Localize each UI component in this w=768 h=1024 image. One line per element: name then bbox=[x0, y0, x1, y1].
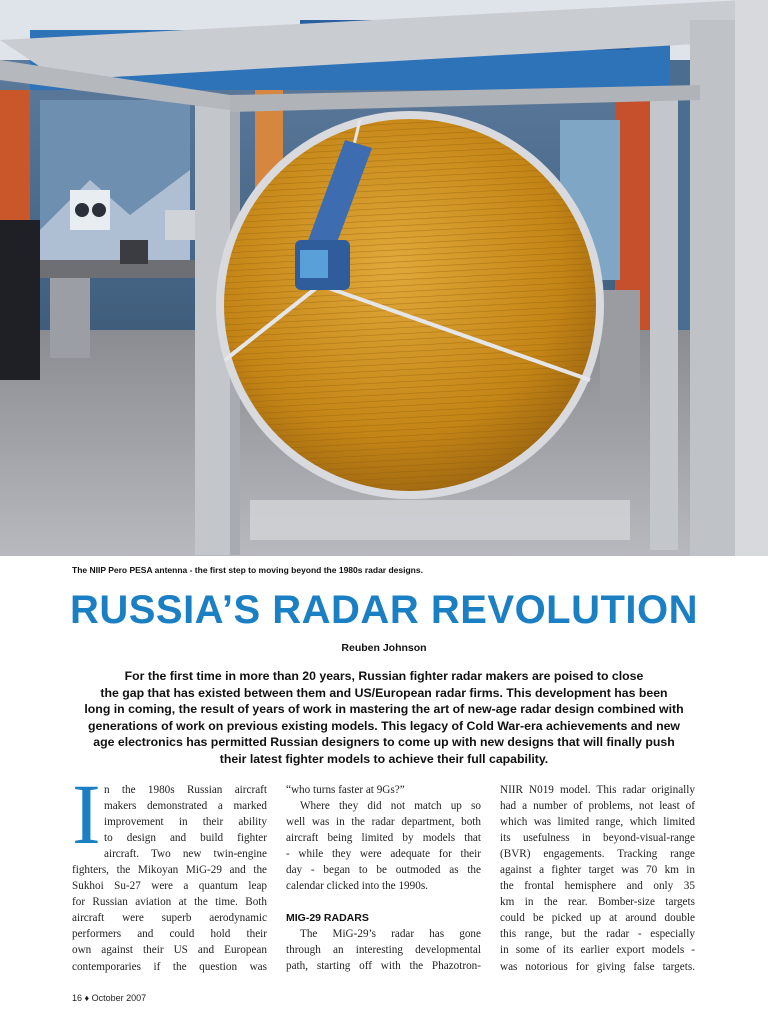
body-line: NIIR N019 model. This radar originally bbox=[500, 784, 695, 796]
body-line: n the 1980s Russian aircraft bbox=[104, 784, 267, 796]
body-line: through an interesting developmental bbox=[286, 944, 481, 957]
body-line: was notorious for giving false targets. bbox=[500, 960, 695, 973]
body-line: (BVR) engagements. Tracking range bbox=[500, 848, 695, 861]
body-line: day - began to be outmoded as the bbox=[286, 864, 481, 877]
body-line: the frontal hemisphere and only 35 bbox=[500, 880, 695, 893]
body-line: - while they were adequate for their bbox=[286, 848, 481, 861]
body-line: contemporaries if the question was bbox=[72, 960, 267, 973]
page-footer: 16 ♦ October 2007 bbox=[72, 993, 147, 1003]
article-title: RUSSIA’S RADAR REVOLUTION bbox=[69, 588, 699, 632]
lead-line: For the first time in more than 20 years, Russian fighter radar makers are poised to close bbox=[124, 669, 644, 683]
body-line: Where they did not match up so bbox=[300, 800, 481, 813]
lead-line: their latest fighter models to achieve their full capability. bbox=[219, 751, 549, 766]
body-line: aircraft. Two new twin-engine bbox=[104, 848, 267, 861]
body-line: km in the rear. Bomber-size targets bbox=[500, 896, 695, 909]
body-line: makers demonstrated a marked bbox=[104, 800, 267, 813]
body-column-2 bbox=[286, 782, 481, 975]
body-line: had a number of problems, not least of bbox=[500, 800, 695, 813]
body-line: improvement in their ability bbox=[104, 816, 267, 829]
body-line: its usefulness in beyond-visual-range bbox=[500, 832, 695, 845]
body-column-3 bbox=[500, 782, 695, 975]
body-line: calendar clicked into the 1990s. bbox=[286, 880, 428, 893]
section-subheading: MIG-29 RADARS bbox=[286, 912, 369, 925]
body-line: for Russian aviation at the time. Both bbox=[72, 896, 267, 909]
body-line: Sukhoi Su-27 were a quantum leap bbox=[72, 880, 267, 893]
body-line: which was limited range, which limited bbox=[500, 816, 695, 829]
body-line: this range, but the radar - especially bbox=[500, 928, 695, 941]
body-column-1 bbox=[72, 766, 267, 975]
body-line: in some of its earlier export models - bbox=[500, 944, 695, 957]
body-line: well was in the radar department, both bbox=[286, 816, 481, 829]
lead-line: the gap that has existed between them and US/European radar firms. This development has been bbox=[100, 685, 668, 700]
body-line: against a fighter target was 70 km in bbox=[500, 864, 695, 877]
body-line: “who turns faster at 9Gs?” bbox=[286, 784, 405, 796]
body-line: performers and could hold their bbox=[72, 928, 267, 941]
body-line: fighters, the Mikoyan MiG-29 and the bbox=[72, 864, 267, 877]
body-line: aircraft were superb aerodynamic bbox=[72, 912, 267, 925]
body-line: aircraft being limited by models that bbox=[286, 832, 481, 845]
body-line: path, starting off with the Phazotron- bbox=[286, 960, 481, 973]
body-line: own against their US and European bbox=[72, 944, 267, 957]
photo-caption: The NIIP Pero PESA antenna - the first step to moving beyond the 1980s radar designs. bbox=[72, 565, 423, 575]
lead-line: generations of work on previous existing models. This legacy of Cold War-era achievements and new bbox=[88, 718, 680, 733]
body-line: could be picked up at around double bbox=[500, 912, 695, 925]
body-line: to design and build fighter bbox=[104, 832, 267, 845]
lead-line: age electronics has permitted Russian designers to come up with new designs that will finally push bbox=[93, 735, 675, 750]
lead-line: long in coming, the result of years of work in mastering the art of new-age radar design combined with bbox=[84, 702, 684, 717]
lead-paragraph bbox=[72, 668, 696, 768]
drop-cap: I bbox=[72, 766, 101, 862]
body-line: The MiG-29’s radar has gone bbox=[300, 928, 481, 941]
author-byline: Reuben Johnson bbox=[341, 642, 427, 654]
